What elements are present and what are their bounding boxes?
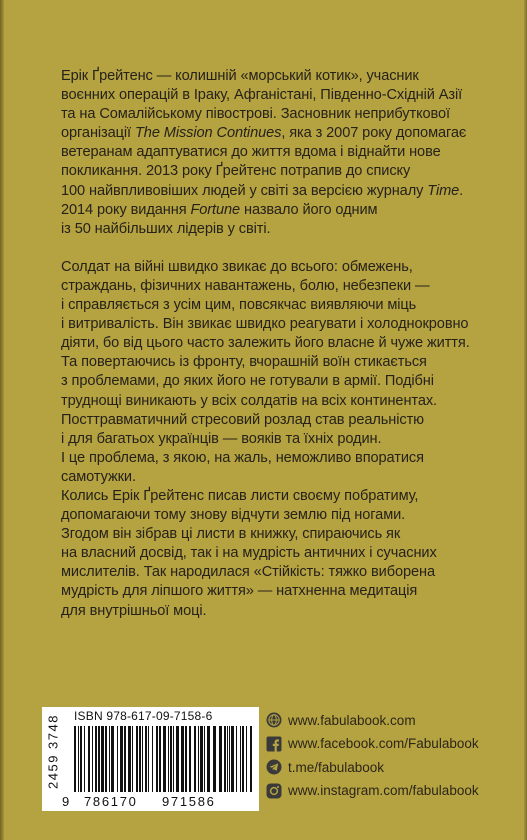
text-line bbox=[61, 86, 491, 105]
text-line bbox=[61, 220, 491, 239]
barcode-bar bbox=[185, 726, 187, 792]
link-telegram[interactable] bbox=[266, 756, 516, 778]
text-segment: самотужки. bbox=[61, 468, 136, 485]
barcode-digit-first: 9 bbox=[62, 794, 70, 809]
text-segment: 2014 року видання bbox=[61, 201, 191, 218]
barcode-bar bbox=[236, 726, 237, 792]
paragraph bbox=[61, 67, 491, 239]
text-line bbox=[61, 582, 491, 601]
text-segment: назвало його одним bbox=[240, 201, 378, 218]
text-line bbox=[61, 353, 491, 372]
text-line bbox=[61, 392, 491, 411]
barcode-bar bbox=[176, 726, 179, 792]
facebook-icon bbox=[266, 736, 282, 752]
text-line bbox=[61, 602, 491, 621]
barcode-bar bbox=[231, 726, 234, 792]
text-segment: з проблемами, до яких його не готували в армії. Подібні bbox=[61, 373, 434, 390]
barcode-bar bbox=[152, 726, 153, 792]
telegram-icon bbox=[266, 759, 282, 775]
text-segment: і для багатьох українців — вояків та їхніх родин. bbox=[61, 430, 382, 447]
barcode-side-number: 2459 3748 bbox=[45, 714, 61, 790]
barcode-bars bbox=[74, 726, 256, 794]
text-line bbox=[61, 105, 491, 124]
barcode-bar bbox=[92, 726, 93, 792]
text-line bbox=[61, 315, 491, 334]
barcode-bar bbox=[204, 726, 205, 792]
link-instagram[interactable] bbox=[266, 780, 516, 802]
barcode-bar bbox=[207, 726, 210, 792]
barcode-bar bbox=[246, 726, 247, 792]
barcode-bar bbox=[136, 726, 138, 792]
barcode-bar bbox=[170, 726, 172, 792]
text-segment: Та повертаючись із фронту, вчорашній воїн стикається bbox=[61, 354, 427, 371]
barcode-bar bbox=[101, 726, 104, 792]
barcode-bar bbox=[194, 726, 196, 792]
text-segment: страждань, фізичних навантажень, болю, небезпеки — bbox=[61, 277, 430, 294]
paragraph bbox=[61, 258, 491, 621]
barcode-bar bbox=[227, 726, 228, 792]
barcode-bar bbox=[128, 726, 131, 792]
barcode-bar bbox=[120, 726, 123, 792]
link-website[interactable] bbox=[266, 709, 516, 731]
barcode-bar bbox=[181, 726, 184, 792]
text-segment: Солдат на війні швидко звикає до всього: обмежень, bbox=[61, 258, 413, 275]
text-line bbox=[61, 563, 491, 582]
barcode-bar bbox=[78, 726, 79, 792]
text-segment: , яка з 2007 року допомагає bbox=[281, 125, 467, 142]
text-segment: для внутрішньої моці. bbox=[61, 602, 207, 619]
barcode-bar bbox=[219, 726, 222, 792]
link-website-text: www.fabulabook.com bbox=[288, 712, 416, 728]
barcode-bar bbox=[198, 726, 199, 792]
link-telegram-text: t.me/fabulabook bbox=[288, 759, 385, 775]
instagram-icon bbox=[266, 783, 282, 799]
barcode-bar bbox=[213, 726, 216, 792]
text-segment: організації bbox=[61, 125, 135, 142]
barcode-digit-group-1: 786170 bbox=[84, 794, 138, 809]
text-line bbox=[61, 430, 491, 449]
barcode-bar bbox=[124, 726, 126, 792]
text-line bbox=[61, 277, 491, 296]
italic-title: Time bbox=[427, 182, 460, 199]
text-segment: із 50 найбільших лідерів у світі. bbox=[61, 220, 271, 237]
text-segment: Посттравматичний стресовий розлад став реальністю bbox=[61, 411, 425, 428]
text-line bbox=[61, 124, 491, 143]
barcode-bar bbox=[105, 726, 107, 792]
barcode-bar bbox=[168, 726, 169, 792]
barcode-bar bbox=[145, 726, 147, 792]
barcode-bar bbox=[95, 726, 97, 792]
barcode-bar bbox=[173, 726, 174, 792]
link-facebook[interactable] bbox=[266, 733, 516, 755]
text-line bbox=[61, 449, 491, 468]
barcode-bar bbox=[84, 726, 85, 792]
text-line bbox=[61, 182, 491, 201]
barcode-bar bbox=[159, 726, 161, 792]
publisher-links bbox=[266, 709, 516, 803]
text-segment: труднощі виникають у всіх солдатів на всіх континентах. bbox=[61, 392, 437, 409]
text-line bbox=[61, 544, 491, 563]
text-line bbox=[61, 162, 491, 181]
description-text bbox=[61, 67, 491, 621]
barcode-bar bbox=[88, 726, 90, 792]
barcode-bar bbox=[229, 726, 230, 792]
text-line bbox=[61, 411, 491, 430]
barcode-bar bbox=[250, 726, 252, 792]
barcode-bar bbox=[156, 726, 158, 792]
barcode-bar bbox=[163, 726, 166, 792]
barcode-bar bbox=[139, 726, 141, 792]
isbn-number: ISBN 978-617-09-7158-6 bbox=[74, 709, 213, 723]
text-segment: на власний досвід, так і на мудрість античних і сучасних bbox=[61, 545, 437, 562]
text-line bbox=[61, 296, 491, 315]
barcode-bar bbox=[109, 726, 110, 792]
barcode-bar bbox=[111, 726, 114, 792]
text-line bbox=[61, 506, 491, 525]
text-line bbox=[61, 525, 491, 544]
text-segment: І це проблема, з якою, на жаль, неможливо впоратися bbox=[61, 449, 424, 466]
text-line bbox=[61, 372, 491, 391]
barcode-bar bbox=[224, 726, 226, 792]
text-segment: діяти, бо від цього часто залежить його власне й чуже життя. bbox=[61, 335, 470, 352]
text-segment: Колись Ерік Ґрейтенс писав листи своєму побратиму, bbox=[61, 487, 419, 504]
text-line bbox=[61, 67, 491, 86]
text-segment: та на Сомалійському півострові. Засновник неприбуткової bbox=[61, 106, 451, 123]
barcode-bar bbox=[148, 726, 149, 792]
italic-title: Fortune bbox=[190, 201, 241, 218]
text-segment: . bbox=[459, 182, 464, 199]
text-segment: допомагаючи тому знову відчути землю під ногами. bbox=[61, 507, 406, 524]
barcode-bar bbox=[132, 726, 133, 792]
text-segment: покликання. 2013 року Ґрейтенс потрапив до списку bbox=[61, 163, 411, 180]
globe-icon bbox=[266, 712, 282, 728]
cover-edge-left bbox=[0, 0, 4, 840]
text-segment: Згодом він зібрав ці листи в книжку, спираючись як bbox=[61, 526, 401, 543]
barcode-bar bbox=[242, 726, 244, 792]
text-segment: мудрість для ліпшого життя» — натхненна медитація bbox=[61, 583, 418, 600]
italic-title: The Mission Continues bbox=[134, 125, 282, 142]
text-segment: Ерік Ґрейтенс — колишній «морський котик», учасник bbox=[61, 68, 419, 84]
text-line bbox=[61, 468, 491, 487]
barcode-bar bbox=[80, 726, 82, 792]
text-segment: і витривалість. Він звикає швидко реагувати і холоднокровно bbox=[61, 316, 469, 333]
text-line bbox=[61, 334, 491, 353]
text-line bbox=[61, 258, 491, 277]
barcode-bar bbox=[74, 726, 76, 792]
barcode-bar bbox=[117, 726, 118, 792]
text-segment: ветеранам адаптуватися до життя вдома і віднайти нове bbox=[61, 144, 441, 161]
barcode-bar bbox=[142, 726, 143, 792]
text-segment: і справляється з усім цим, повсякчас виявляючи міць bbox=[61, 297, 417, 314]
link-instagram-text: www.instagram.com/fabulabook bbox=[288, 783, 479, 798]
text-line bbox=[61, 143, 491, 162]
text-line bbox=[61, 487, 491, 506]
text-segment: воєнних операцій в Іраку, Афганістані, Південно-Східній Азії bbox=[61, 87, 463, 104]
barcode-digit-group-2: 971586 bbox=[162, 794, 216, 809]
text-line bbox=[61, 201, 491, 220]
text-segment: 100 найвпливовіших людей у світі за версією журналу bbox=[61, 182, 428, 199]
barcode-bar bbox=[240, 726, 241, 792]
barcode-bar bbox=[200, 726, 203, 792]
barcode-bar bbox=[189, 726, 191, 792]
link-facebook-text: www.facebook.com/Fabulabook bbox=[288, 736, 479, 751]
text-segment: мислителів. Так народилася «Стійкість: тяжко виборена bbox=[61, 564, 435, 581]
barcode-bar bbox=[98, 726, 100, 792]
